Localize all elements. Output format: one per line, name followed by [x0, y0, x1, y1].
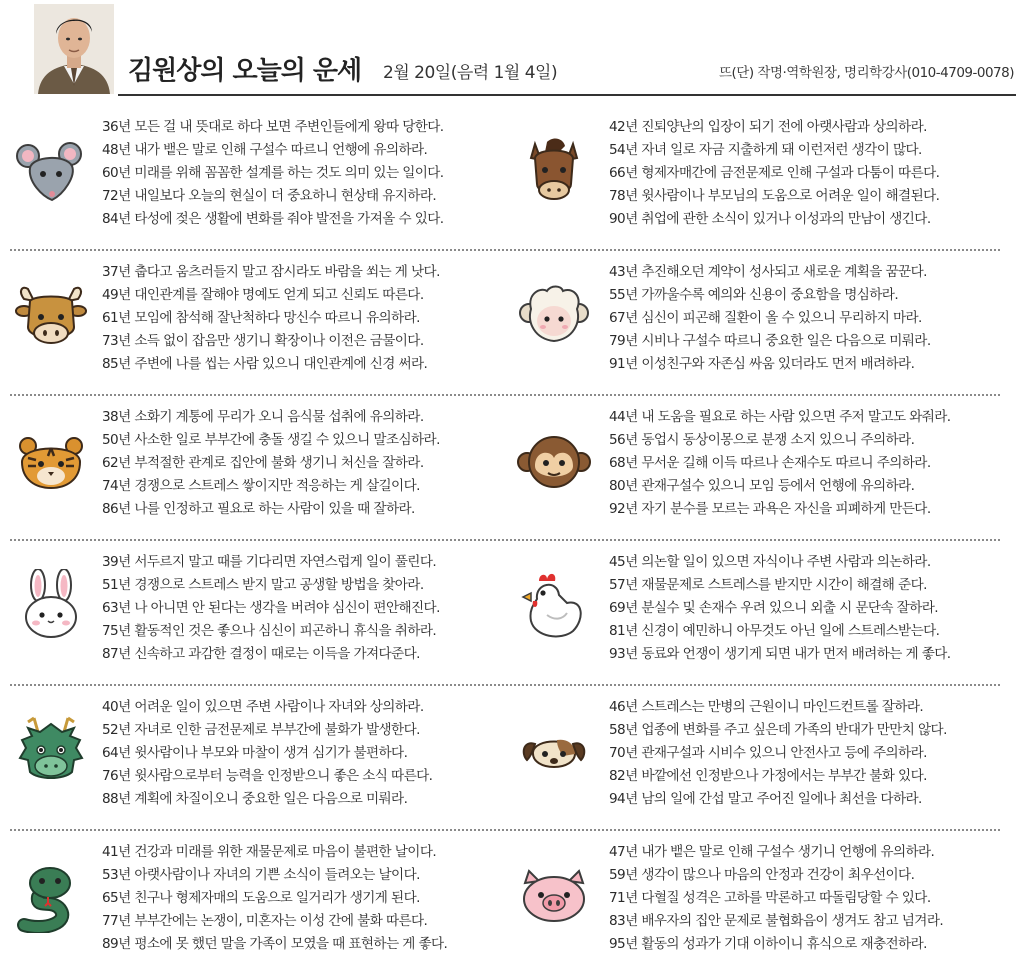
fortune-line: 95년 활동의 성과가 기대 이하이니 휴식으로 재충전하라. — [609, 936, 927, 952]
fortune-line: 82년 바깥에선 인정받으나 가정에서는 부부간 불화 있다. — [609, 768, 927, 784]
fortune-line: 47년 내가 뱉은 말로 인해 구설수 생기니 언행에 유의하라. — [609, 844, 935, 860]
fortune-line: 51년 경쟁으로 스트레스 받지 말고 공생할 방법을 찾아라. — [102, 577, 424, 593]
fortune-line: 69년 분실수 및 손재수 우려 있으니 외출 시 문단속 잘하라. — [609, 600, 939, 616]
fortune-line: 77년 부부간에는 논쟁이, 미혼자는 이성 간에 불화 따른다. — [102, 913, 428, 929]
fortune-lines — [102, 406, 507, 521]
fortune-rabbit — [10, 541, 505, 686]
fortune-line: 54년 자녀 일로 자금 지출하게 돼 이런저런 생각이 많다. — [609, 142, 922, 158]
fortune-line: 70년 관재구설과 시비수 있으니 안전사고 등에 주의하라. — [609, 745, 927, 761]
fortune-lines — [102, 261, 507, 376]
fortune-rooster — [505, 541, 1000, 686]
fortune-row — [10, 831, 1000, 976]
fortune-dragon — [10, 686, 505, 831]
fortune-line: 90년 취업에 관한 소식이 있거나 이성과의 만남이 생긴다. — [609, 211, 931, 227]
dog-icon — [517, 714, 591, 788]
sheep-icon — [517, 279, 591, 353]
fortune-line: 93년 동료와 언쟁이 생기게 되면 내가 먼저 배려하는 게 좋다. — [609, 646, 951, 662]
fortune-line: 58년 업종에 변화를 주고 싶은데 가족의 반대가 만만치 않다. — [609, 722, 947, 738]
fortune-line: 52년 자녀로 인한 금전문제로 부부간에 불화가 발생한다. — [102, 722, 420, 738]
fortune-dog — [505, 686, 1000, 831]
header-divider — [118, 94, 1016, 96]
fortune-line: 36년 모든 걸 내 뜻대로 하다 보면 주변인들에게 왕따 당한다. — [102, 119, 444, 135]
fortune-line: 43년 추진해오던 계약이 성사되고 새로운 계획을 꿈꾼다. — [609, 264, 927, 280]
fortune-lines — [609, 551, 1014, 666]
column-date: 2월 20일(음력 1월 4일) — [383, 63, 558, 83]
rat-icon — [14, 134, 88, 208]
horse-icon — [517, 134, 591, 208]
fortune-line: 57년 재물문제로 스트레스를 받지만 시간이 해결해 준다. — [609, 577, 927, 593]
fortune-line: 78년 윗사람이나 부모님의 도움으로 어려운 일이 해결된다. — [609, 188, 940, 204]
fortune-lines — [102, 551, 507, 666]
fortune-line: 40년 어려운 일이 있으면 주변 사람이나 자녀와 상의하라. — [102, 699, 424, 715]
fortune-row — [10, 106, 1000, 251]
fortune-line: 66년 형제자매간에 금전문제로 인해 구설과 다툼이 따른다. — [609, 165, 940, 181]
rooster-icon — [517, 569, 591, 643]
fortune-line: 63년 나 아니면 안 된다는 생각을 버려야 심신이 편안해진다. — [102, 600, 440, 616]
fortune-row — [10, 396, 1000, 541]
fortune-horse — [505, 106, 1000, 251]
fortune-line: 60년 미래를 위해 꼼꼼한 설계를 하는 것도 의미 있는 일이다. — [102, 165, 444, 181]
fortune-line: 81년 신경이 예민하니 아무것도 아닌 일에 스트레스받는다. — [609, 623, 940, 639]
fortune-line: 88년 계획에 차질이오니 중요한 일은 다음으로 미뤄라. — [102, 791, 408, 807]
fortune-line: 79년 시비나 구설수 따르니 중요한 일은 다음으로 미뤄라. — [609, 333, 931, 349]
fortune-line: 48년 내가 뱉은 말로 인해 구설수 따르니 언행에 유의하라. — [102, 142, 428, 158]
snake-icon — [14, 859, 88, 933]
fortune-line: 42년 진퇴양난의 입장이 되기 전에 아랫사람과 상의하라. — [609, 119, 927, 135]
header — [0, 0, 1024, 96]
fortune-line: 44년 내 도움을 필요로 하는 사람 있으면 주저 말고도 와줘라. — [609, 409, 951, 425]
fortune-line: 68년 무서운 길해 이득 따르나 손재수도 따르니 주의하라. — [609, 455, 931, 471]
fortune-line: 55년 가까울수록 예의와 신용이 중요함을 명심하라. — [609, 287, 899, 303]
fortune-pig — [505, 831, 1000, 976]
fortune-line: 73년 소득 없이 잡음만 생기니 확장이나 이전은 금물이다. — [102, 333, 424, 349]
fortune-snake — [10, 831, 505, 976]
fortune-lines — [609, 116, 1014, 231]
fortune-lines — [609, 696, 1014, 811]
dragon-icon — [14, 714, 88, 788]
author-portrait — [34, 4, 114, 94]
fortune-line: 64년 윗사람이나 부모와 마찰이 생겨 심기가 불편하다. — [102, 745, 408, 761]
fortune-line: 85년 주변에 나를 씹는 사람 있으니 대인관계에 신경 써라. — [102, 356, 428, 372]
fortune-line: 89년 평소에 못 했던 말을 가족이 모였을 때 표현하는 게 좋다. — [102, 936, 448, 952]
fortune-line: 71년 다혈질 성격은 고하를 막론하고 따돌림당할 수 있다. — [609, 890, 931, 906]
fortune-line: 75년 활동적인 것은 좋으나 심신이 피곤하니 휴식을 취하라. — [102, 623, 437, 639]
fortune-line: 65년 친구나 형제자매의 도움으로 일거리가 생기게 된다. — [102, 890, 420, 906]
fortune-line: 80년 관재구설수 있으니 모임 등에서 언행에 유의하라. — [609, 478, 915, 494]
fortune-rat — [10, 106, 505, 251]
fortune-line: 91년 이성친구와 자존심 싸움 있더라도 먼저 배려하라. — [609, 356, 915, 372]
fortune-line: 92년 자기 분수를 모르는 과욕은 자신을 피폐하게 만든다. — [609, 501, 931, 517]
fortune-line: 41년 건강과 미래를 위한 재물문제로 마음이 불편한 날이다. — [102, 844, 437, 860]
fortune-grid — [10, 106, 1000, 976]
fortune-lines — [102, 696, 507, 811]
fortune-monkey — [505, 396, 1000, 541]
fortune-line: 53년 아랫사람이나 자녀의 기쁜 소식이 들려오는 날이다. — [102, 867, 420, 883]
fortune-line: 38년 소화기 계통에 무리가 오니 음식물 섭취에 유의하라. — [102, 409, 424, 425]
fortune-line: 76년 윗사람으로부터 능력을 인정받으니 좋은 소식 따른다. — [102, 768, 433, 784]
fortune-row — [10, 686, 1000, 831]
fortune-line: 83년 배우자의 집안 문제로 불협화음이 생겨도 참고 넘겨라. — [609, 913, 944, 929]
fortune-lines — [102, 841, 507, 956]
fortune-line: 50년 사소한 일로 부부간에 충돌 생길 수 있으니 말조심하라. — [102, 432, 440, 448]
fortune-lines — [609, 841, 1014, 956]
fortune-line: 94년 남의 일에 간섭 말고 주어진 일에나 최선을 다하라. — [609, 791, 922, 807]
fortune-line: 61년 모임에 참석해 잘난척하다 망신수 따르니 유의하라. — [102, 310, 420, 326]
tiger-icon — [14, 424, 88, 498]
fortune-line: 86년 나를 인정하고 필요로 하는 사람이 있을 때 잘하라. — [102, 501, 415, 517]
fortune-line: 84년 타성에 젖은 생활에 변화를 줘야 발전을 가져올 수 있다. — [102, 211, 444, 227]
fortune-line: 67년 심신이 피곤해 질환이 올 수 있으니 무리하지 마라. — [609, 310, 922, 326]
fortune-lines — [609, 261, 1014, 376]
fortune-tiger — [10, 396, 505, 541]
fortune-line: 74년 경쟁으로 스트레스 쌓이지만 적응하는 게 살길이다. — [102, 478, 420, 494]
fortune-line: 39년 서두르지 말고 때를 기다리면 자연스럽게 일이 풀린다. — [102, 554, 437, 570]
rabbit-icon — [14, 569, 88, 643]
fortune-line: 46년 스트레스는 만병의 근원이니 마인드컨트롤 잘하라. — [609, 699, 924, 715]
fortune-lines — [609, 406, 1014, 521]
author-credit: 뜨(단) 작명·역학원장, 명리학강사(010-4709-0078) — [719, 65, 1014, 81]
column-title: 김원상의 오늘의 운세 — [128, 56, 362, 86]
fortune-row — [10, 541, 1000, 686]
fortune-sheep — [505, 251, 1000, 396]
fortune-line: 87년 신속하고 과감한 결정이 때로는 이득을 가져다준다. — [102, 646, 420, 662]
fortune-line: 49년 대인관계를 잘해야 명예도 얻게 되고 신뢰도 따른다. — [102, 287, 424, 303]
fortune-row — [10, 251, 1000, 396]
fortune-line: 62년 부적절한 관계로 집안에 불화 생기니 처신을 잘하라. — [102, 455, 424, 471]
fortune-lines — [102, 116, 507, 231]
ox-icon — [14, 279, 88, 353]
fortune-line: 72년 내일보다 오늘의 현실이 더 중요하니 현상태 유지하라. — [102, 188, 437, 204]
pig-icon — [517, 859, 591, 933]
fortune-line: 45년 의논할 일이 있으면 자식이나 주변 사람과 의논하라. — [609, 554, 931, 570]
fortune-line: 37년 춥다고 움츠러들지 말고 잠시라도 바람을 쐬는 게 낫다. — [102, 264, 440, 280]
fortune-line: 59년 생각이 많으나 마음의 안정과 건강이 최우선이다. — [609, 867, 915, 883]
fortune-ox — [10, 251, 505, 396]
monkey-icon — [517, 424, 591, 498]
fortune-line: 56년 동업시 동상이몽으로 분쟁 소지 있으니 주의하라. — [609, 432, 915, 448]
author-portrait-image — [34, 4, 114, 94]
